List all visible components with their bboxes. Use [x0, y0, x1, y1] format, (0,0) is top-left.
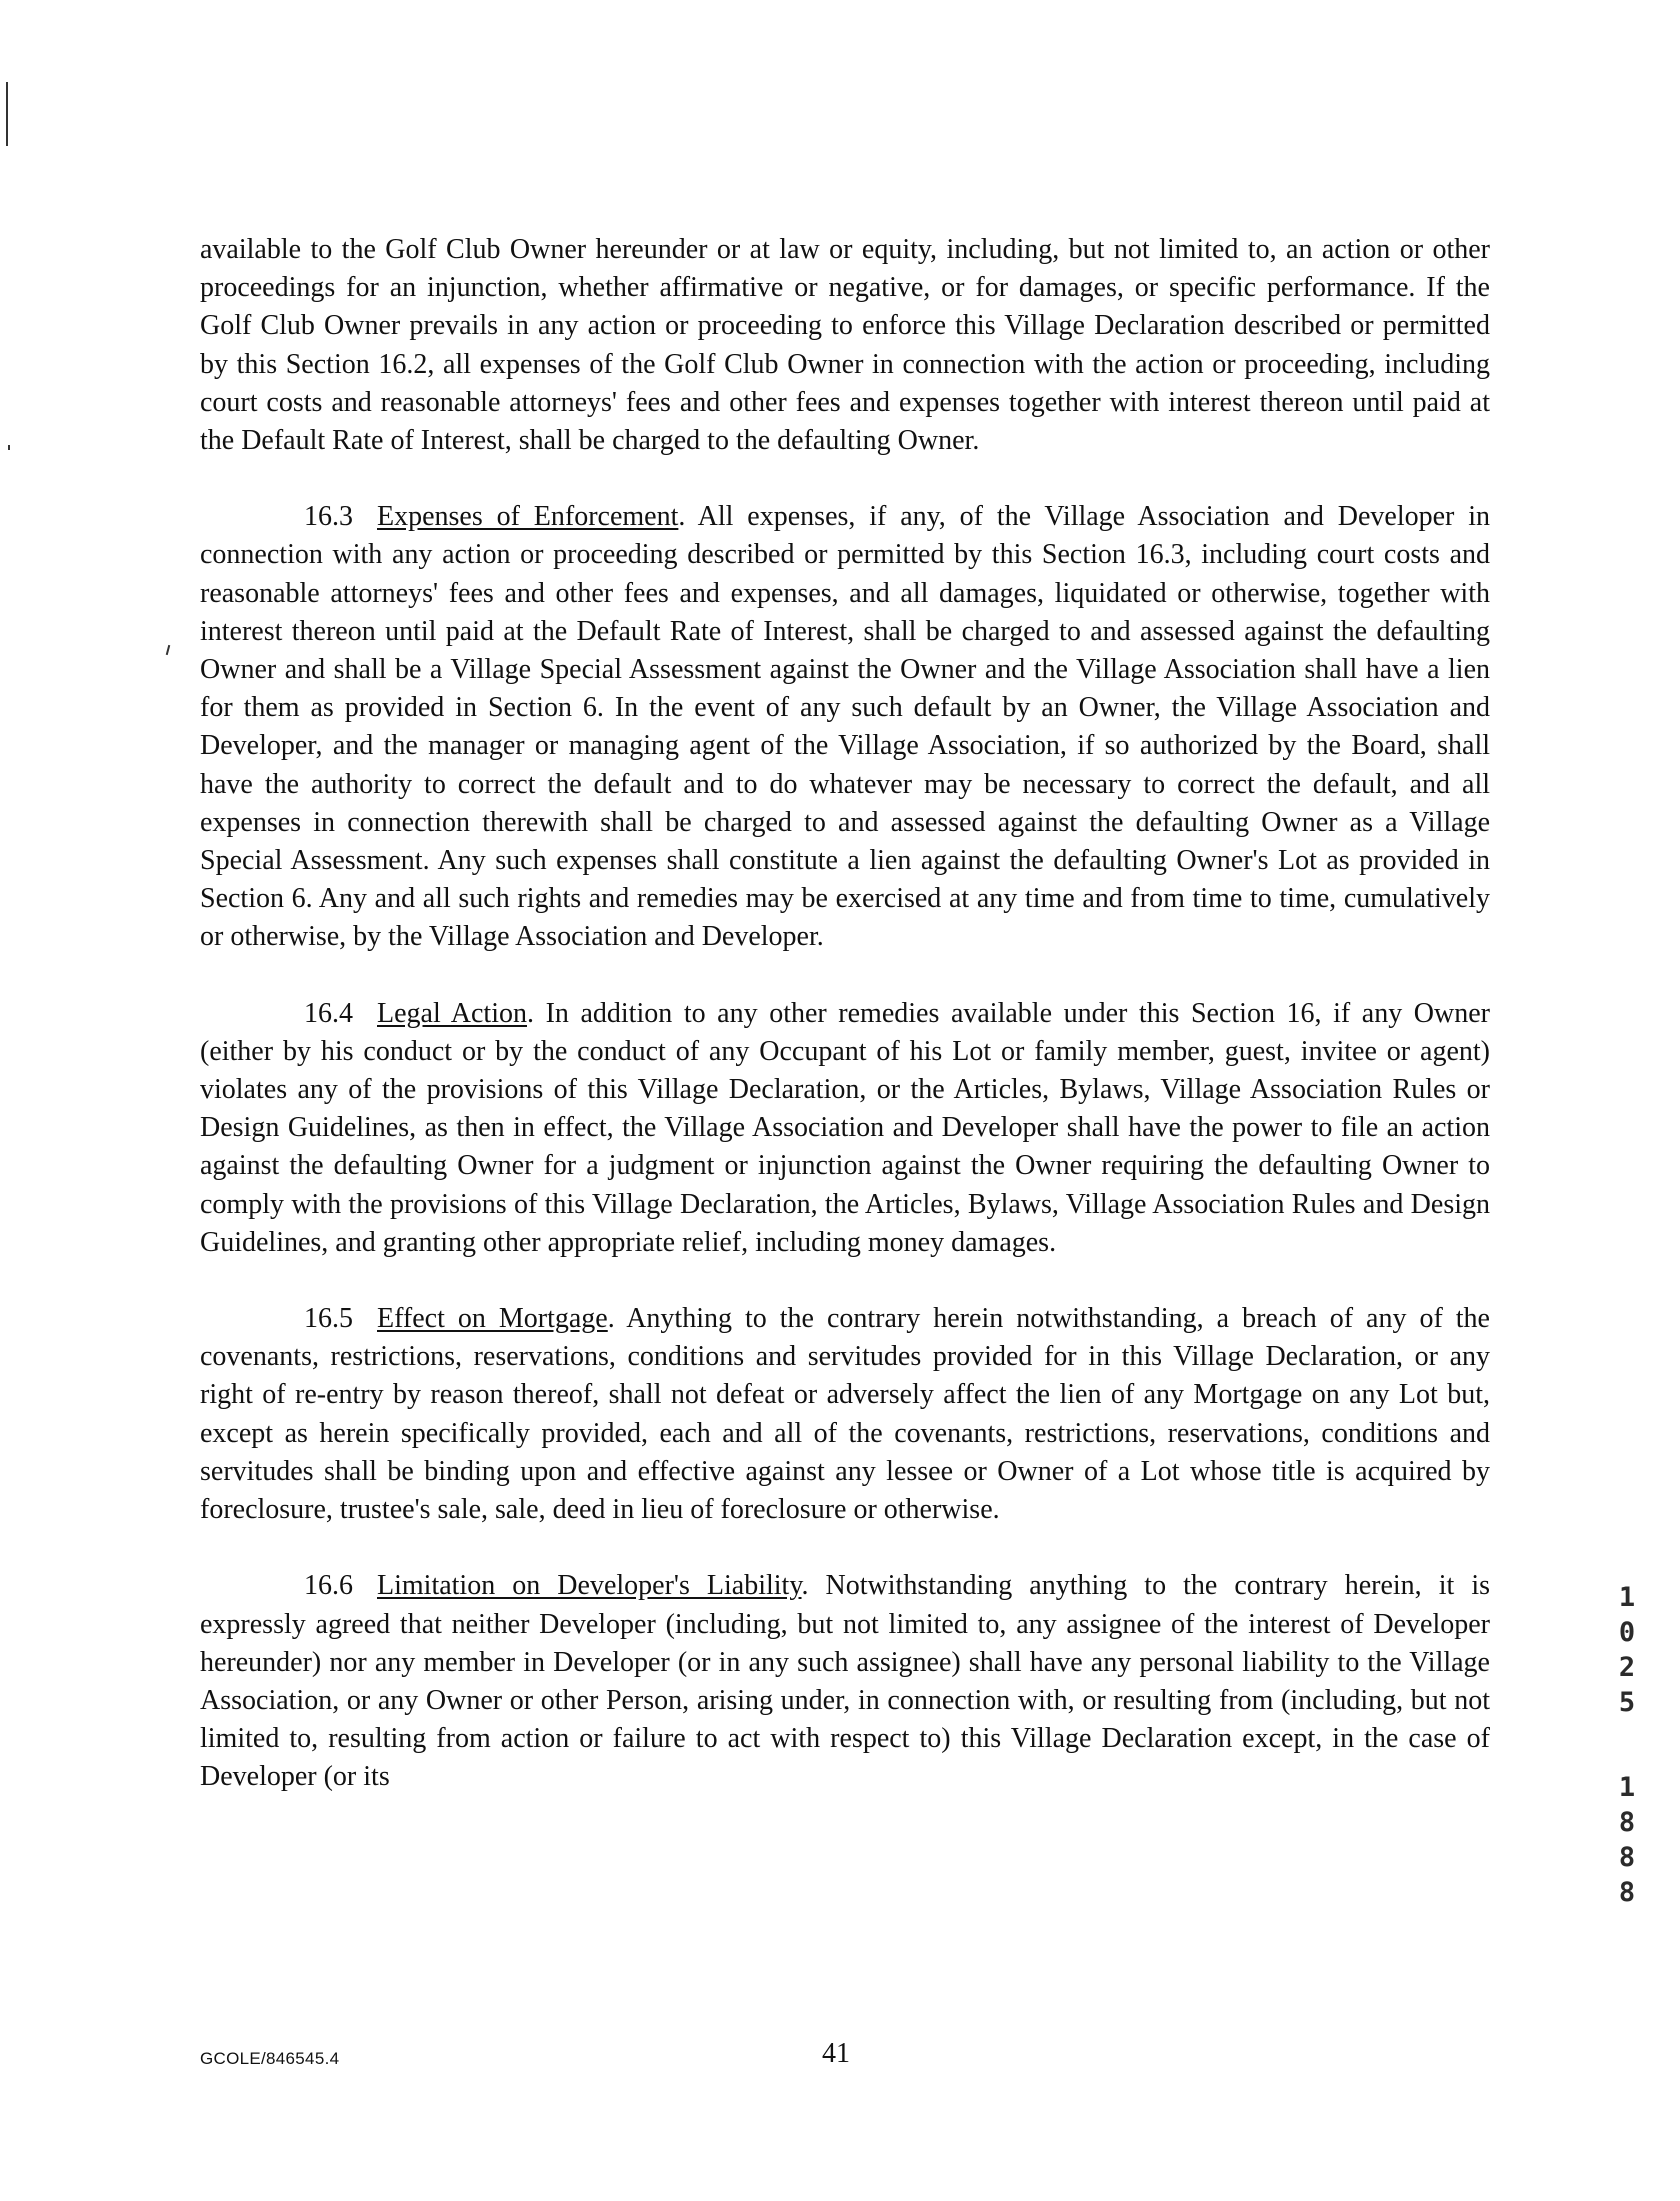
stamp-digit: 0: [1618, 1617, 1636, 1648]
document-body: [200, 231, 1490, 1835]
section-text: . All expenses, if any, of the Village Association and Developer in connection with any action or proceeding described or permitted by this Section 16.3, including court costs and reasonable attorneys' fees and other fees and expenses, and all damages, liquidated or otherwise, together with interest thereon until paid at the Default Rate of Interest, shall be charged to and assessed against the defaulting Owner and shall be a Village Special Assessment against the Owner and the Village Association shall have a lien for them as provided in Section 6. In the event of any such default by an Owner, the Village Association and Developer, and the manager or managing agent of the Village Association, if so authorized by the Board, shall have the authority to correct the default and to do whatever may be necessary to correct the default, and all expenses in connection therewith shall be charged to and assessed against the defaulting Owner as a Village Special Assessment. Any such expenses shall constitute a lien against the defaulting Owner's Lot as provided in Section 6. Any and all such rights and remedies may be exercised at any time and from time to time, cumulatively or otherwise, by the Village Association and Developer.: [200, 501, 1490, 953]
stamp-digit: 1: [1618, 1582, 1636, 1613]
stamp-digit: 1: [1618, 1772, 1636, 1803]
continuation-paragraph: available to the Golf Club Owner hereunder or at law or equity, including, but not limited to, an action or other proceedings for an injunction, whether affirmative or negative, or for damages, or specific performance. If the Golf Club Owner prevails in any action or proceeding to enforce this Village Declaration described or permitted by this Section 16.2, all expenses of the Golf Club Owner in connection with the action or proceeding, including court costs and reasonable attorneys' fees and other fees and expenses together with interest thereon until paid at the Default Rate of Interest, shall be charged to the defaulting Owner.: [200, 234, 1490, 457]
section-heading: Expenses of Enforcement: [377, 501, 679, 533]
section-number: 16.6: [304, 1570, 353, 1602]
section-number: 16.5: [304, 1303, 353, 1335]
section-text: . Notwithstanding anything to the contrary herein, it is expressly agreed that neither Developer (including, but not limited to, any assignee of the interest of Developer hereunder) nor any member in Developer (or in any such assignee) shall have any personal liability to the Village Association, or any Owner or other Person, arising under, in connection with, or resulting from (including, but not limited to, resulting from action or failure to act with respect to) this Village Declaration except, in the case of Developer (or its: [200, 1570, 1490, 1793]
recording-stamp: [1610, 1580, 1644, 1910]
section-heading: Legal Action: [377, 997, 527, 1029]
stamp-digit: 5: [1618, 1687, 1636, 1718]
page-number: 41: [822, 2038, 850, 2069]
section-heading: Effect on Mortgage: [377, 1303, 608, 1335]
document-id: GCOLE/846545.4: [200, 2049, 340, 2068]
stamp-digit: 8: [1618, 1807, 1636, 1838]
stamp-digit: 8: [1618, 1877, 1636, 1908]
stamp-digit: 8: [1618, 1842, 1636, 1873]
scan-speck: [8, 445, 10, 450]
stamp-digit: 2: [1618, 1652, 1636, 1683]
scan-margin-line: [6, 82, 8, 146]
section-16-3: [200, 498, 1490, 956]
section-16-6: [200, 1567, 1490, 1796]
section-text: . In addition to any other remedies available under this Section 16, if any Owner (either by his conduct or by the conduct of any Occupant of his Lot or family member, guest, invitee or agent) violates any of the provisions of this Village Declaration, or the Articles, Bylaws, Village Association Rules or Design Guidelines, as then in effect, the Village Association and Developer shall have the power to file an action against the defaulting Owner for a judgment or injunction against the Owner requiring the defaulting Owner to comply with the provisions of this Village Declaration, the Articles, Bylaws, Village Association Rules and Design Guidelines, and granting other appropriate relief, including money damages.: [200, 997, 1490, 1258]
section-text: . Anything to the contrary herein notwithstanding, a breach of any of the covenants, restrictions, reservations, conditions and servitudes provided for in this Village Declaration, or any right of re-entry by reason thereof, shall not defeat or adversely affect the lien of any Mortgage on any Lot but, except as herein specifically provided, each and all of the covenants, restrictions, reservations, conditions and servitudes shall be binding upon and effective against any lessee or Owner of a Lot whose title is acquired by foreclosure, trustee's sale, sale, deed in lieu of foreclosure or otherwise.: [200, 1303, 1490, 1526]
scan-speck: [166, 645, 171, 655]
section-16-5: [200, 1300, 1490, 1529]
section-heading: Limitation on Developer's Liability: [377, 1570, 802, 1602]
section-number: 16.3: [304, 501, 353, 533]
section-number: 16.4: [304, 997, 353, 1029]
section-16-4: [200, 995, 1490, 1262]
